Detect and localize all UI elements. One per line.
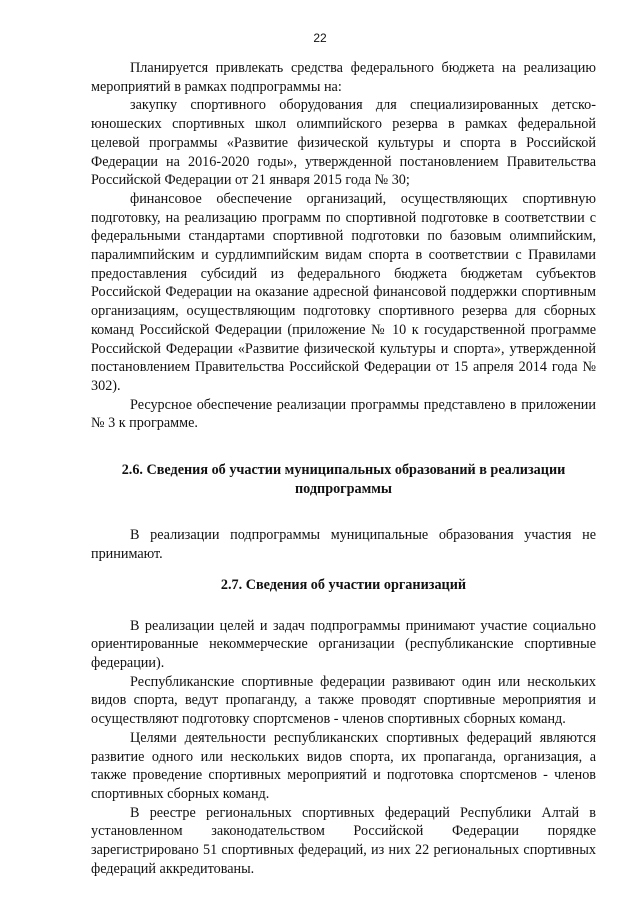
- paragraph-municipal-participation: В реализации подпрограммы муниципальные образования участия не принимают.: [91, 527, 596, 563]
- section-2-6-heading-line2: подпрограммы: [294, 480, 393, 497]
- paragraph-intro-funding: Планируется привлекать средства федерального бюджета на реализацию мероприятий в рамках подпрограммы на:: [91, 60, 596, 95]
- document-body: [91, 59, 596, 878]
- section-2-7-heading: 2.7. Сведения об участии организаций: [220, 576, 467, 593]
- paragraph-federations-activity: Республиканские спортивные федерации развивают один или нескольких видов спорта, ведут пропаганду, а также проводят спортивные мероприятия и осуществляют подготовку спортсменов - членов спортивных сборных команд.: [91, 673, 596, 728]
- paragraph-equipment-purchase: закупку спортивного оборудования для специализированных детско-юношеских спортивных школ олимпийского резерва в рамках федеральной целевой программы «Развитие физической культуры и спорта в Российской Федерации на 2016-2020 годы», утвержденной постановлением Правительства Российской Федерации от 21 января 2015 года № 30;: [91, 97, 596, 189]
- paragraph-nco-participation: В реализации целей и задач подпрограммы принимают участие социально ориентированные некоммерческие организации (республиканские спортивные федерации).: [91, 617, 596, 671]
- section-2-6-heading-line1: 2.6. Сведения об участии муниципальных образований в реализации: [121, 462, 566, 479]
- paragraph-federations-registry: В реестре региональных спортивных федераций Республики Алтай в установленном законодательством Российской Федерации порядке зарегистрировано 51 спортивных федераций, из них 22 региональных спортивных федераций аккредитованы.: [91, 804, 596, 877]
- paragraph-financial-support: финансовое обеспечение организаций, осуществляющих спортивную подготовку, на реализацию программ по спортивной подготовке в соответствии с федеральными стандартами спортивной подготовки по базовым олимпийским, паралимпийским и сурдлимпийским видам спорта в соответствии с Правилами предоставления субсидий из федерального бюджета бюджетам субъектов Российской Федерации на оказание адресной финансовой поддержки спортивным организациям, осуществляющим подготовку спортивного резерва для сборных команд Российской Федерации (приложение № 10 к государственной программе Российской Федерации «Развитие физической культуры и спорта», утвержденной постановлением Правительства Российской Федерации от 15 апреля 2014 года № 302).: [91, 190, 596, 394]
- page-number: 22: [313, 31, 327, 45]
- paragraph-federations-goals: Целями деятельности республиканских спортивных федераций являются развитие одного или нескольких видов спорта, их пропаганда, организация, а также проведение спортивных мероприятий и подготовка спортсменов - членов спортивных сборных команд.: [91, 729, 596, 802]
- paragraph-resource-provision: Ресурсное обеспечение реализации программы представлено в приложении № 3 к программе.: [91, 396, 596, 432]
- section-2-6-heading: [91, 461, 596, 498]
